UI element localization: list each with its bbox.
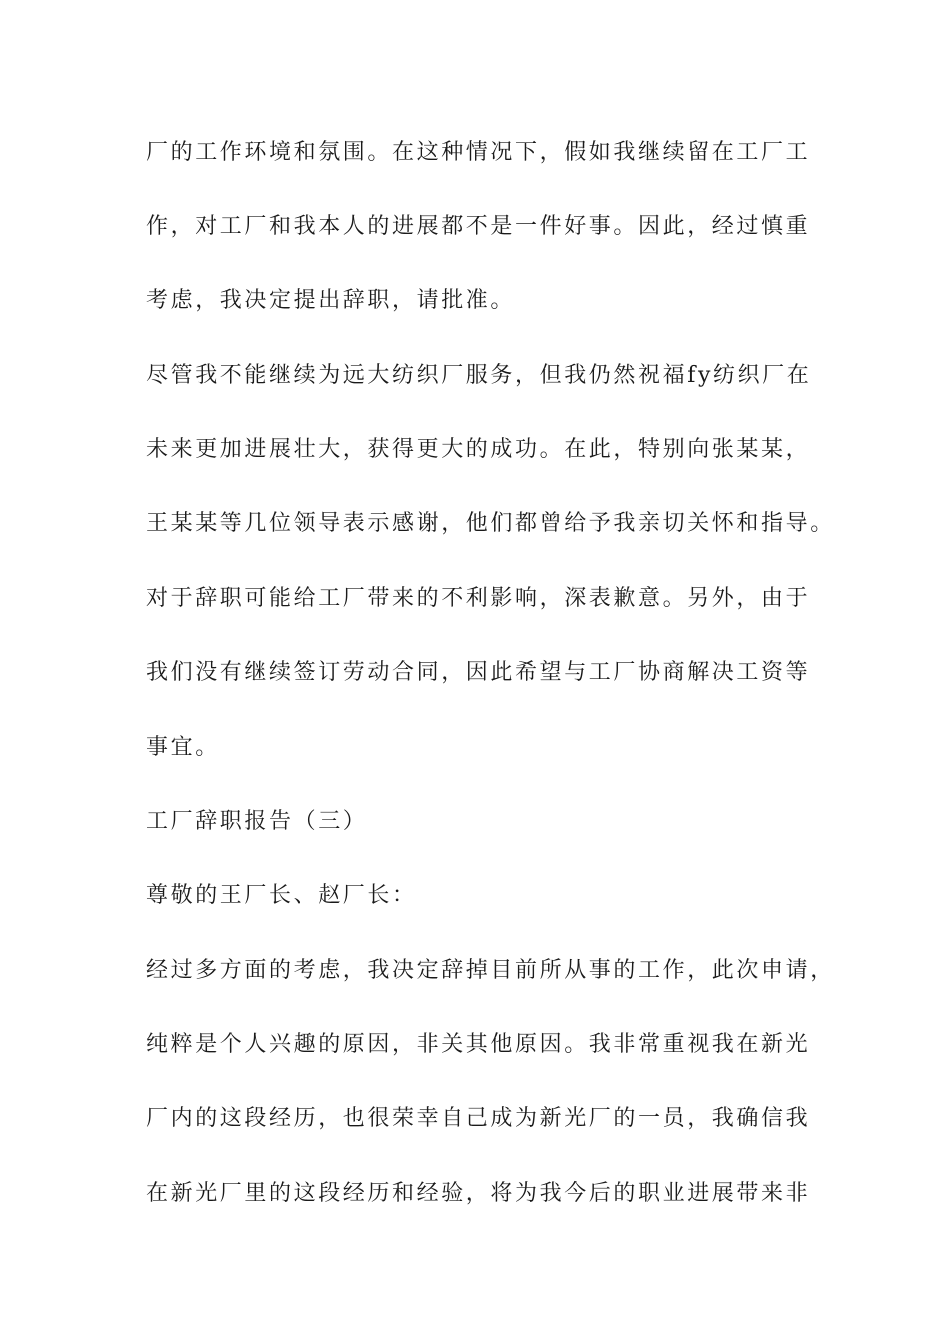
salutation: 尊敬的王厂长、赵厂长： bbox=[146, 883, 417, 908]
text-line: 经过多方面的考虑，我决定辞掉目前所从事的工作，此次申请， bbox=[146, 958, 835, 983]
text-line: 未来更加进展壮大，获得更大的成功。在此，特别向张某某， bbox=[146, 437, 811, 462]
text-line: 考虑，我决定提出辞职，请批准。 bbox=[146, 288, 516, 313]
text-line: 王某某等几位领导表示感谢，他们都曾给予我亲切关怀和指导。 bbox=[146, 511, 835, 536]
text-line: 尽管我不能继续为远大纺织厂服务，但我仍然祝福fy纺织厂在 bbox=[146, 363, 812, 388]
text-line: 事宜。 bbox=[146, 735, 220, 760]
text-line: 厂的工作环境和氛围。在这种情况下，假如我继续留在工厂工 bbox=[146, 140, 811, 165]
text-line: 作，对工厂和我本人的进展都不是一件好事。因此，经过慎重 bbox=[146, 214, 811, 239]
text-line: 厂内的这段经历，也很荣幸自己成为新光厂的一员，我确信我 bbox=[146, 1106, 811, 1131]
text-line: 我们没有继续签订劳动合同，因此希望与工厂协商解决工资等 bbox=[146, 660, 811, 685]
text-line: 在新光厂里的这段经历和经验，将为我今后的职业进展带来非 bbox=[146, 1181, 811, 1206]
section-heading: 工厂辞职报告（三） bbox=[146, 809, 368, 834]
text-line: 纯粹是个人兴趣的原因，非关其他原因。我非常重视我在新光 bbox=[146, 1032, 811, 1057]
text-line: 对于辞职可能给工厂带来的不利影响，深表歉意。另外，由于 bbox=[146, 586, 811, 611]
